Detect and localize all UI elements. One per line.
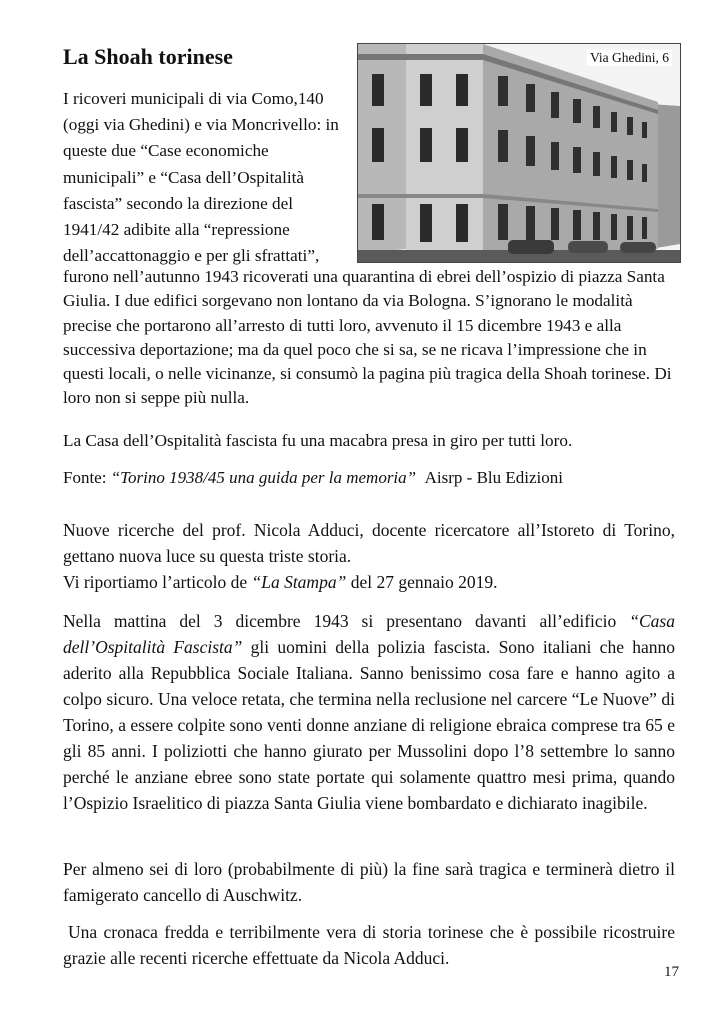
building-photo [357,43,681,263]
building-name: “Casa dell’Ospitalità Fascista” [63,611,675,657]
newspaper-name: “La Stampa” [251,572,347,592]
page-title: La Shoah torinese [63,44,233,69]
article-paragraph-3-rest: gli uomini della polizia fascista. Sono italiani che hanno aderito alla Repubblica Sociale Italiana. Sanno benissimo cosa fare e hanno agito a colpo sicuro. Una veloce retata, che termina nella reclusione nel carcere “Le Nuove” di Torino, a essere colpite sono venti donne anziane di religione ebraica comprese tra 65 e gli 85 anni. I poliziotti che hanno giurato per Mussolini dopo l’8 settembre lo sanno perché le anziane ebree sono state portate qui solamente quattro mesi prima, quando l’Ospizio Israelitico di piazza Santa Giulia viene bombardato e dichiarato inagibile. [63,637,676,813]
intro-paragraph-top: I ricoveri municipali di via Como,140 (oggi via Ghedini) e via Moncrivello: in queste due “Case economiche municipali” e “Casa dell’Ospitalità fascista” secondo la direzione del 1941/42 adibite alla “repressione dell’accattonaggio e per gli sfrattati”, [63,89,339,266]
intro-closing-line: La Casa dell’Ospitalità fascista fu una macabra presa in giro per tutti loro. [63,431,573,450]
source-book-title: “Torino 1938/45 una guida per la memoria” [110,468,417,487]
source-label: Fonte: [63,468,107,487]
intro-paragraph-continued: furono nell’autunno 1943 ricoverati una quarantina di ebrei dell’ospizio di piazza Santa Giulia. I due edifici sorgevano non lontano da via Bologna. S’ignorano le modalità precise che portarono all’arresto di tutti loro, avvenuto il 15 dicembre 1943 e alla successiva deportazione; ma da quel poco che si sa, se ne ricava l’impressione che in questi locali, o nelle vicinanze, si consumò la pagina più tragica della Shoah torinese. Di loro non si seppe più nulla. [63,267,672,408]
article-paragraph-3 [63,608,675,816]
article-paragraph-1: Nuove ricerche del prof. Nicola Adduci, docente ricercatore all’Istoreto di Torino, gettano nuova luce su questa triste storia. [63,520,675,566]
article-paragraph-4: Per almeno sei di loro (probabilmente di più) la fine sarà tragica e terminerà dietro il famigerato cancello di Auschwitz. [63,859,675,905]
source-citation [63,466,675,490]
page-number: 17 [664,964,679,980]
article-paragraph-2 [63,569,675,595]
article-paragraph-3-start: Nella mattina del 3 dicembre 1943 si presentano davanti all’edificio [63,611,617,631]
article-intro-text: Vi riportiamo l’articolo de [63,572,248,592]
photo-caption: Via Ghedini, 6 [587,50,672,66]
article-date-text: del 27 gennaio 2019. [350,572,498,592]
source-publisher: Aisrp - Blu Edizioni [424,468,563,487]
article-paragraph-5: Una cronaca fredda e terribilmente vera di storia torinese che è possibile ricostruire grazie alle recenti ricerche effettuate da Nicola Adduci. [63,922,675,968]
building-photo-illustration [358,44,680,262]
